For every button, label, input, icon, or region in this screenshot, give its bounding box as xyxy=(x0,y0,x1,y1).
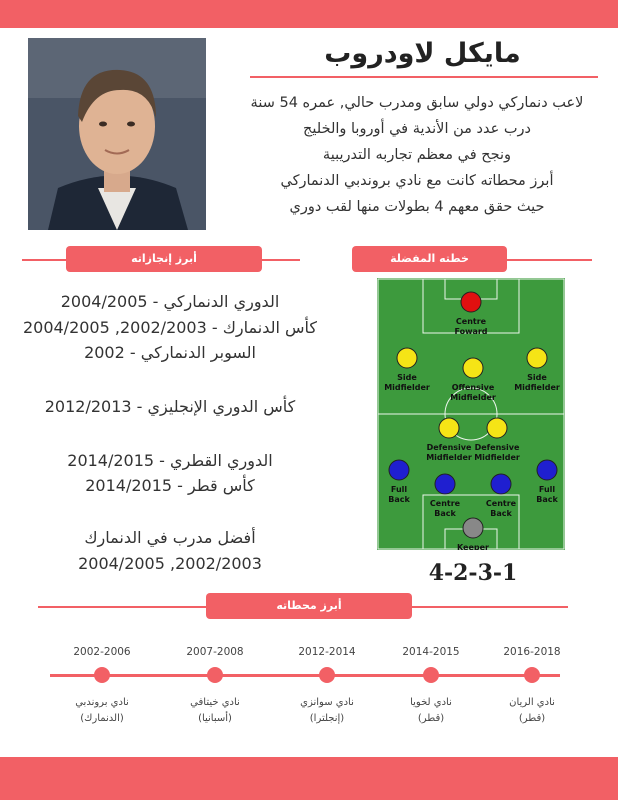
player-role-label: Midfielder xyxy=(384,383,430,392)
name-underline xyxy=(250,76,598,78)
career-club xyxy=(381,695,481,727)
player-role-label: Midfielder xyxy=(514,383,560,392)
player-marker xyxy=(461,292,481,312)
achievement-item: الدوري القطري - 2014/2015 xyxy=(67,451,273,470)
achievement-item: الدوري الدنماركي - 2004/2005 xyxy=(60,292,280,311)
player-role-label: Full xyxy=(390,485,408,494)
club-name: نادي الريان xyxy=(509,697,555,708)
timeline-dot xyxy=(423,667,439,683)
player-role-label: Midfielder xyxy=(450,393,496,402)
timeline-dot xyxy=(207,667,223,683)
career-club xyxy=(52,695,152,727)
achievements-header: أبرز إنجازاته xyxy=(66,246,262,272)
coach-bio xyxy=(232,90,602,220)
player-role-label: Back xyxy=(536,495,558,504)
player-role-label: Back xyxy=(434,509,456,518)
player-role-label: Full xyxy=(538,485,556,494)
player-marker xyxy=(439,418,459,438)
achievement-item: كأس الدنمارك - 2002/2003, 2004/2005 xyxy=(22,318,318,337)
player-marker xyxy=(491,474,511,494)
club-country: (الدنمارك) xyxy=(80,713,124,724)
bio-line: ونجح في معظم تجاربه التدريبية xyxy=(322,147,512,163)
formation-header: خطته المفضلة xyxy=(352,246,507,272)
career-years: 2016-2018 xyxy=(503,646,561,658)
club-country: (أسبانيا) xyxy=(198,713,232,724)
player-marker xyxy=(463,358,483,378)
career-club xyxy=(482,695,582,727)
achievement-item: 2002/2003, 2004/2005 xyxy=(78,554,262,573)
coach-photo xyxy=(28,38,206,230)
career-timeline xyxy=(50,674,560,677)
player-marker xyxy=(389,460,409,480)
formation-label: 4-2-3-1 xyxy=(428,560,518,586)
player-role-label: Defensive xyxy=(426,443,472,452)
player-role-label: Offensive xyxy=(451,383,495,392)
achievement-item: أفضل مدرب في الدنمارك xyxy=(84,528,256,547)
bottom-banner xyxy=(0,757,618,800)
player-role-label: Back xyxy=(388,495,410,504)
player-marker xyxy=(487,418,507,438)
career-club xyxy=(165,695,265,727)
career-years: 2002-2006 xyxy=(73,646,131,658)
player-role-label: Midfielder xyxy=(474,453,520,462)
top-banner xyxy=(0,0,618,28)
player-role-label: Side xyxy=(527,373,547,382)
player-marker xyxy=(435,474,455,494)
career-years: 2014-2015 xyxy=(402,646,460,658)
club-name: نادي سوانزي xyxy=(300,697,354,708)
bio-line: أبرز محطاته كانت مع نادي بروندبي الدنماركي xyxy=(280,173,554,189)
player-marker xyxy=(463,518,483,538)
timeline-dot xyxy=(524,667,540,683)
career-years: 2012-2014 xyxy=(298,646,356,658)
formation-pitch xyxy=(377,278,565,550)
player-role-label: Back xyxy=(490,509,512,518)
timeline-dot xyxy=(94,667,110,683)
bio-line: حيث حقق معهم 4 بطولات منها لقب دوري xyxy=(289,199,545,215)
timeline-dot xyxy=(319,667,335,683)
player-marker xyxy=(527,348,547,368)
career-years: 2007-2008 xyxy=(186,646,244,658)
player-marker xyxy=(397,348,417,368)
player-role-label: Side xyxy=(397,373,417,382)
player-role-label: Centre xyxy=(485,499,517,508)
bio-line: درب عدد من الأندية في أوروبا والخليج xyxy=(303,121,531,137)
coach-name: مايكل لاودروب xyxy=(324,38,521,69)
club-name: نادي خيتافي xyxy=(190,697,240,708)
player-marker xyxy=(537,460,557,480)
player-role-label: Centre xyxy=(455,317,487,326)
player-role-label: Defensive xyxy=(474,443,520,452)
player-role-label: Foward xyxy=(454,327,488,336)
achievement-item: كأس الدوري الإنجليزي - 2012/2013 xyxy=(44,397,296,416)
club-country: (قطر) xyxy=(518,713,546,724)
career-club xyxy=(277,695,377,727)
club-name: نادي بروندبي xyxy=(75,697,129,708)
achievement-item: كأس قطر - 2014/2015 xyxy=(85,476,255,495)
player-role-label: Centre xyxy=(429,499,461,508)
club-name: نادي لخويا xyxy=(410,697,452,708)
player-role-label: Keeper xyxy=(456,543,490,550)
career-header: أبرز محطاته xyxy=(206,593,412,619)
club-country: (إنجلترا) xyxy=(309,713,345,724)
achievement-item: السوبر الدنماركي - 2002 xyxy=(84,343,256,362)
player-role-label: Midfielder xyxy=(426,453,472,462)
bio-line: لاعب دنماركي دولي سابق ومدرب حالي, عمره 54 سنة xyxy=(250,95,584,111)
club-country: (قطر) xyxy=(417,713,445,724)
